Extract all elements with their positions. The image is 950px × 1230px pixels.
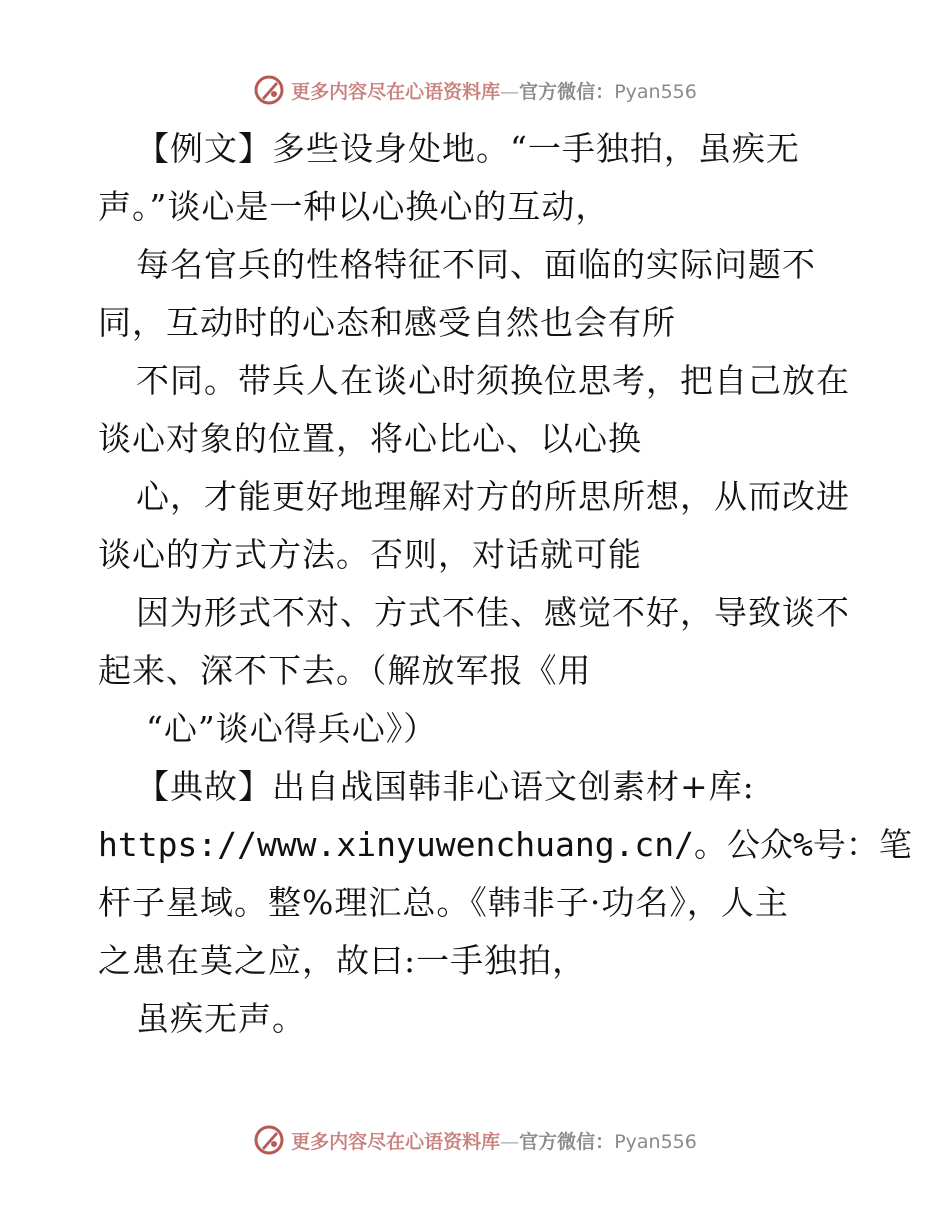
banner-main-text: 更多内容尽在心语资料库 [291,80,501,103]
banner-wechat-label: 官方微信： [519,1130,615,1153]
banner-dash: — [500,80,520,103]
document-body [98,120,912,1048]
banner-wechat-label: 官方微信： [519,80,615,103]
text-line: 每名官兵的性格特征不同、面临的实际问题不 [136,245,816,284]
text-line: 起来、深不下去。（解放军报《用 [98,651,592,690]
text-line: 同，互动时的心态和感受自然也会有所 [98,303,676,342]
banner-dash: — [500,1130,520,1153]
text-line: 谈心的方式方法。否则，对话就可能 [98,535,642,574]
text-line: 虽疾无声。 [136,999,306,1038]
text-line: 【典故】出自战国韩非心语文创素材+库: [136,767,755,806]
banner-wechat-id: Pyan556 [614,1130,697,1153]
quill-logo-icon [253,74,285,106]
text-line: 因为形式不对、方式不佳、感觉不好，导致谈不 [136,593,850,632]
text-line-url: https://www.xinyuwenchuang.cn/。公众%号：笔 [98,825,912,864]
footer-banner [0,1120,950,1160]
text-line: 之患在莫之应，故曰:一手独拍， [98,941,587,980]
text-line: 【例文】多些设身处地。“一手独拍，虽疾无 [136,129,800,168]
banner-text [291,77,697,104]
text-line: 不同。带兵人在谈心时须换位思考，把自己放在 [136,361,850,400]
text-line: 杆子星域。整%理汇总。《韩非子·功名》，人主 [98,883,789,922]
banner-main-text: 更多内容尽在心语资料库 [291,1130,501,1153]
text-line: 心，才能更好地理解对方的所思所想，从而改进 [136,477,850,516]
header-banner [0,70,950,110]
quill-logo-icon [253,1124,285,1156]
text-line: “心”谈心得兵心》） [146,709,438,748]
text-line: 谈心对象的位置，将心比心、以心换 [98,419,642,458]
banner-text [291,1127,697,1154]
text-line: 声。”谈心是一种以心换心的互动， [98,187,610,226]
banner-wechat-id: Pyan556 [614,80,697,103]
